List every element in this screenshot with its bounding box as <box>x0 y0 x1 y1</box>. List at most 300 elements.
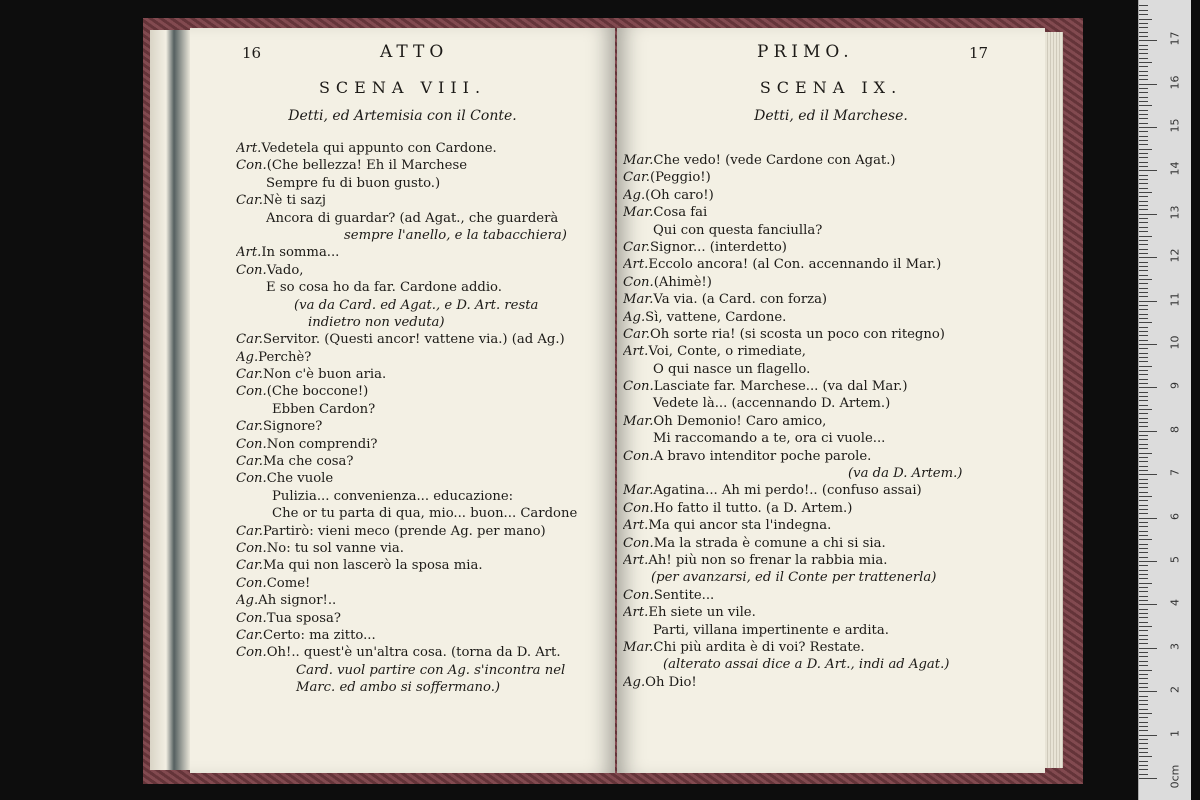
ruler-tick <box>1139 309 1148 310</box>
dialogue-line <box>623 169 1045 186</box>
ruler-tick <box>1139 201 1148 202</box>
ruler-tick <box>1139 136 1148 137</box>
speaker-label: Car. <box>236 419 263 435</box>
line-text: Sentite... <box>653 587 715 603</box>
ruler-tick <box>1139 752 1148 753</box>
ruler-tick <box>1139 392 1148 393</box>
line-text: Oh Demonio! Caro amico, <box>653 413 827 429</box>
ruler-tick <box>1139 101 1148 102</box>
speaker-label: Car. <box>236 627 263 643</box>
line-text: Signore? <box>263 419 323 435</box>
ruler-tick <box>1139 704 1148 705</box>
dialogue-line <box>236 644 615 661</box>
ruler-tick <box>1139 179 1148 180</box>
dialogue-line <box>623 674 1045 691</box>
speaker-label: Car. <box>236 523 263 539</box>
line-text: Tua sposa? <box>266 610 341 626</box>
speaker-label: Art. <box>236 245 262 261</box>
measuring-ruler <box>1138 0 1191 800</box>
ruler-tick <box>1139 535 1148 536</box>
ruler-tick <box>1139 539 1152 540</box>
dialogue-line <box>236 557 615 574</box>
speaker-label: Ag. <box>236 593 259 609</box>
line-text: O qui nasce un flagello. <box>653 361 811 377</box>
dialogue-line <box>236 540 615 557</box>
line-text: (Che boccone!) <box>266 384 369 400</box>
dialogue-line <box>236 366 615 383</box>
ruler-tick <box>1139 19 1152 20</box>
ruler-tick <box>1139 49 1148 50</box>
ruler-tick <box>1139 426 1148 427</box>
ruler-tick <box>1139 296 1148 297</box>
ruler-tick <box>1139 439 1148 440</box>
ruler-tick <box>1139 587 1148 588</box>
speaker-label: Con. <box>623 535 654 551</box>
ruler-tick <box>1139 257 1157 258</box>
ruler-tick <box>1139 192 1152 193</box>
ruler-tick <box>1139 209 1148 210</box>
ruler-tick <box>1139 335 1148 336</box>
dialogue-line <box>623 535 1045 552</box>
dialogue-line <box>623 361 1045 378</box>
speaker-label: Con. <box>623 274 654 290</box>
ruler-tick <box>1139 370 1148 371</box>
ruler-tick <box>1139 327 1148 328</box>
speaker-label: Mar. <box>623 639 654 655</box>
dialogue-line <box>623 187 1045 204</box>
line-text: (va da D. Artem.) <box>848 466 963 482</box>
ruler-tick <box>1139 574 1148 575</box>
speaker-label: Con. <box>623 379 654 395</box>
line-text: Pulizia... convenienza... educazione: <box>272 488 514 504</box>
ruler-tick <box>1139 244 1148 245</box>
ruler-tick <box>1139 379 1148 380</box>
page-number-left: 16 <box>242 44 262 62</box>
dialogue-line <box>623 465 1045 482</box>
line-text: Che vedo! (vede Cardone con Agat.) <box>653 153 896 168</box>
dialogue-line <box>623 378 1045 395</box>
speaker-label: Car. <box>236 193 263 209</box>
ruler-tick <box>1139 730 1148 731</box>
ruler-tick <box>1139 227 1148 228</box>
speaker-label: Con. <box>236 471 267 487</box>
dialogue-line <box>236 418 615 435</box>
ruler-tick <box>1139 288 1148 289</box>
ruler-tick <box>1139 591 1148 592</box>
line-text: Ah! più non so frenar la rabbia mia. <box>648 552 888 568</box>
dialogue-line <box>623 152 1045 169</box>
ruler-tick <box>1139 457 1148 458</box>
dialogue-line <box>236 192 615 209</box>
dialogue-line <box>236 470 615 487</box>
ruler-tick <box>1139 743 1148 744</box>
ruler-tick <box>1139 270 1148 271</box>
dialogue-line <box>236 401 615 418</box>
line-text: Ma qui non lascerò la sposa mia. <box>263 558 483 574</box>
ruler-tick <box>1139 348 1148 349</box>
page-edges-left <box>150 30 190 770</box>
dialogue-line <box>623 639 1045 656</box>
ruler-tick <box>1139 735 1157 736</box>
running-head-right: PRIMO. <box>757 42 854 62</box>
ruler-tick <box>1139 700 1148 701</box>
ruler-tick <box>1139 32 1148 33</box>
ruler-tick <box>1139 756 1152 757</box>
dialogue-line <box>236 210 615 227</box>
ruler-tick <box>1139 196 1148 197</box>
ruler-tick <box>1139 5 1148 6</box>
ruler-tick <box>1139 123 1148 124</box>
dialogue-line <box>236 662 615 679</box>
ruler-tick <box>1139 557 1148 558</box>
page-edges-right <box>1045 32 1063 768</box>
ruler-tick <box>1139 27 1148 28</box>
dialogue-line <box>236 262 615 279</box>
dialogue-line <box>623 482 1045 499</box>
ruler-label: 14 <box>1168 161 1182 176</box>
speaker-label: Art. <box>623 344 649 360</box>
ruler-tick <box>1139 131 1148 132</box>
line-text: Ah signor!.. <box>258 593 337 609</box>
line-text: (Che bellezza! Eh il Marchese <box>266 158 468 174</box>
line-text: Agatina... Ah mi perdo!.. (confuso assai) <box>653 483 922 499</box>
ruler-tick <box>1139 283 1148 284</box>
ruler-label: 2 <box>1168 686 1182 694</box>
dialogue-line <box>623 569 1045 586</box>
ruler-tick <box>1139 322 1152 323</box>
dialogue-line <box>623 256 1045 273</box>
ruler-tick <box>1139 62 1152 63</box>
left-page <box>190 28 615 773</box>
dialogue-line <box>236 279 615 296</box>
dialogue-line <box>236 505 615 522</box>
dialogue-line <box>623 413 1045 430</box>
ruler-tick <box>1139 617 1148 618</box>
ruler-tick <box>1139 435 1148 436</box>
line-text: Mi raccomando a te, ora ci vuole... <box>653 431 886 447</box>
ruler-tick <box>1139 526 1148 527</box>
line-text: sempre l'anello, e la tabacchiera) <box>344 227 567 243</box>
line-text: Vedete là... (accennando D. Artem.) <box>653 396 891 412</box>
running-head-left: ATTO <box>380 42 449 62</box>
ruler-tick <box>1139 683 1148 684</box>
ruler-tick <box>1139 266 1148 267</box>
line-text: Vedetela qui appunto con Cardone. <box>261 141 497 156</box>
ruler-tick <box>1139 75 1148 76</box>
ruler-tick <box>1139 292 1148 293</box>
ruler-tick <box>1139 431 1157 432</box>
ruler-label: 11 <box>1168 292 1182 307</box>
speaker-label: Mar. <box>623 292 654 308</box>
speaker-label: Con. <box>623 500 654 516</box>
dialogue-line <box>236 592 615 609</box>
line-text: Card. vuol partire con Ag. s'incontra nel <box>296 662 566 678</box>
ruler-tick <box>1139 162 1148 163</box>
speaker-label: Con. <box>236 436 267 452</box>
line-text: Che vuole <box>266 471 334 487</box>
ruler-tick <box>1139 214 1157 215</box>
dialogue-line <box>236 227 615 244</box>
dialogue-line <box>623 395 1045 412</box>
ruler-label: 6 <box>1168 512 1182 520</box>
ruler-tick <box>1139 40 1157 41</box>
ruler-tick <box>1139 218 1148 219</box>
dialogue-line <box>236 627 615 644</box>
ruler-tick <box>1139 175 1148 176</box>
ruler-tick <box>1139 687 1148 688</box>
ruler-tick <box>1139 713 1152 714</box>
ruler-tick <box>1139 97 1148 98</box>
speaker-label: Car. <box>236 367 263 383</box>
line-text: Signor... (interdetto) <box>650 239 787 255</box>
ruler-tick <box>1139 301 1157 302</box>
line-text: (Peggio!) <box>650 170 711 186</box>
ruler-label: 3 <box>1168 642 1182 650</box>
ruler-tick <box>1139 413 1148 414</box>
ruler-tick <box>1139 149 1152 150</box>
speaker-label: Ag. <box>623 674 646 690</box>
ruler-tick <box>1139 140 1148 141</box>
speaker-label: Ag. <box>236 349 259 365</box>
text-block-right <box>623 152 1045 691</box>
ruler-tick <box>1139 709 1148 710</box>
ruler-tick <box>1139 500 1148 501</box>
ruler-tick <box>1139 58 1148 59</box>
line-text: (per avanzarsi, ed il Conte per trattenerla) <box>651 570 937 586</box>
ruler-tick <box>1139 652 1148 653</box>
speaker-label: Art. <box>623 257 649 273</box>
ruler-label: 17 <box>1168 31 1182 46</box>
ruler-tick <box>1139 361 1148 362</box>
ruler-tick <box>1139 53 1148 54</box>
text-block-left <box>236 140 615 697</box>
speaker-label: Mar. <box>623 153 654 168</box>
line-text: In somma... <box>261 245 340 261</box>
dialogue-line <box>623 343 1045 360</box>
ruler-tick <box>1139 45 1148 46</box>
dialogue-line <box>236 488 615 505</box>
dialogue-line <box>236 523 615 540</box>
ruler-tick <box>1139 487 1148 488</box>
ruler-tick <box>1139 448 1148 449</box>
ruler-tick <box>1139 492 1148 493</box>
ruler-tick <box>1139 561 1157 562</box>
ruler-tick <box>1139 604 1157 605</box>
ruler-tick <box>1139 383 1148 384</box>
speaker-label: Con. <box>236 575 267 591</box>
line-text: Va via. (a Card. con forza) <box>653 292 828 308</box>
line-text: Servitor. (Questi ancor! vattene via.) (ad Ag.) <box>263 332 565 348</box>
ruler-label: 0cm <box>1168 764 1182 789</box>
line-text: Ancora di guardar? (ad Agat., che guarderà <box>266 210 559 226</box>
ruler-tick <box>1139 639 1148 640</box>
speaker-label: Car. <box>236 454 263 470</box>
ruler-tick <box>1139 648 1157 649</box>
line-text: Marc. ed ambo si soffermano.) <box>296 680 501 696</box>
ruler-tick <box>1139 405 1148 406</box>
dramatis-right: Detti, ed il Marchese. <box>754 108 908 124</box>
ruler-tick <box>1139 374 1148 375</box>
dialogue-line <box>236 157 615 174</box>
ruler-tick <box>1139 769 1148 770</box>
ruler-tick <box>1139 305 1148 306</box>
ruler-label: 7 <box>1168 469 1182 477</box>
line-text: Ebben Cardon? <box>272 401 376 417</box>
ruler-tick <box>1139 275 1148 276</box>
dialogue-line <box>236 349 615 366</box>
ruler-tick <box>1139 366 1152 367</box>
speaker-label: Art. <box>623 518 649 534</box>
ruler-label: 16 <box>1168 75 1182 90</box>
line-text: Cosa fai <box>653 205 708 221</box>
ruler-tick <box>1139 466 1148 467</box>
line-text: Ma la strada è comune a chi si sia. <box>653 535 886 551</box>
dialogue-line <box>623 587 1045 604</box>
line-text: Non c'è buon aria. <box>263 367 387 383</box>
ruler-tick <box>1139 170 1157 171</box>
ruler-tick <box>1139 774 1148 775</box>
ruler-tick <box>1139 262 1148 263</box>
ruler-tick <box>1139 10 1148 11</box>
dialogue-line <box>236 140 615 157</box>
line-text: E so cosa ho da far. Cardone addio. <box>266 280 502 296</box>
speaker-label: Car. <box>623 170 650 186</box>
speaker-label: Mar. <box>623 413 654 429</box>
ruler-tick <box>1139 739 1148 740</box>
ruler-tick <box>1139 183 1148 184</box>
line-text: Ho fatto il tutto. (a D. Artem.) <box>653 500 853 516</box>
ruler-tick <box>1139 66 1148 67</box>
ruler-tick <box>1139 630 1148 631</box>
page-number-right: 17 <box>969 44 989 62</box>
line-text: Che or tu parta di qua, mio... buon... Cardone <box>272 506 578 522</box>
ruler-tick <box>1139 253 1148 254</box>
dialogue-line <box>236 297 615 314</box>
line-text: (Oh caro!) <box>645 187 714 203</box>
line-text: Chi più ardita è di voi? Restate. <box>653 639 865 655</box>
speaker-label: Car. <box>623 239 650 255</box>
ruler-tick <box>1139 340 1148 341</box>
ruler-tick <box>1139 418 1148 419</box>
ruler-tick <box>1139 314 1148 315</box>
ruler-tick <box>1139 670 1152 671</box>
line-text: No: tu sol vanne via. <box>266 540 404 556</box>
ruler-tick <box>1139 461 1148 462</box>
ruler-tick <box>1139 222 1148 223</box>
ruler-tick <box>1139 778 1157 779</box>
dialogue-line <box>623 604 1045 621</box>
dialogue-line <box>623 430 1045 447</box>
ruler-tick <box>1139 578 1148 579</box>
line-text: Eccolo ancora! (al Con. accennando il Mar.) <box>648 257 942 273</box>
ruler-tick <box>1139 726 1148 727</box>
ruler-tick <box>1139 565 1148 566</box>
ruler-tick <box>1139 552 1148 553</box>
line-text: Ma qui ancor sta l'indegna. <box>648 518 832 534</box>
ruler-tick <box>1139 188 1148 189</box>
ruler-label: 15 <box>1168 118 1182 133</box>
dialogue-line <box>623 204 1045 221</box>
ruler-tick <box>1139 609 1148 610</box>
dramatis-left: Detti, ed Artemisia con il Conte. <box>288 108 517 124</box>
ruler-tick <box>1139 496 1152 497</box>
ruler-tick <box>1139 444 1148 445</box>
ruler-label: 8 <box>1168 425 1182 433</box>
ruler-tick <box>1139 79 1148 80</box>
ruler-tick <box>1139 36 1148 37</box>
speaker-label: Con. <box>236 645 267 661</box>
ruler-tick <box>1139 110 1148 111</box>
speaker-label: Car. <box>236 332 263 348</box>
ruler-tick <box>1139 643 1148 644</box>
ruler-tick <box>1139 596 1148 597</box>
ruler-tick <box>1139 144 1148 145</box>
ruler-tick <box>1139 318 1148 319</box>
dialogue-line <box>623 222 1045 239</box>
ruler-tick <box>1139 357 1148 358</box>
ruler-tick <box>1139 513 1148 514</box>
ruler-tick <box>1139 544 1148 545</box>
dialogue-line <box>236 331 615 348</box>
ruler-tick <box>1139 674 1148 675</box>
line-text: Oh!.. quest'è un'altra cosa. (torna da D. Art. <box>266 645 561 661</box>
speaker-label: Car. <box>623 326 650 342</box>
dialogue-line <box>236 610 615 627</box>
ruler-tick <box>1139 105 1152 106</box>
line-text: Non comprendi? <box>266 436 378 452</box>
dialogue-line <box>623 309 1045 326</box>
dialogue-line <box>236 314 615 331</box>
line-text: Come! <box>266 575 311 591</box>
ruler-tick <box>1139 453 1152 454</box>
ruler-tick <box>1139 470 1148 471</box>
ruler-label: 13 <box>1168 205 1182 220</box>
ruler-tick <box>1139 387 1157 388</box>
ruler-tick <box>1139 548 1148 549</box>
dialogue-line <box>623 622 1045 639</box>
ruler-tick <box>1139 88 1148 89</box>
speaker-label: Con. <box>236 610 267 626</box>
ruler-label: 1 <box>1168 729 1182 737</box>
speaker-label: Mar. <box>623 205 654 221</box>
speaker-label: Ag. <box>623 187 646 203</box>
ruler-tick <box>1139 761 1148 762</box>
ruler-tick <box>1139 127 1157 128</box>
ruler-tick <box>1139 231 1148 232</box>
ruler-tick <box>1139 483 1148 484</box>
dialogue-line <box>236 436 615 453</box>
scene-title-right: SCENA IX. <box>759 78 903 97</box>
ruler-tick <box>1139 665 1148 666</box>
ruler-tick <box>1139 505 1148 506</box>
ruler-label: 10 <box>1168 335 1182 350</box>
line-text: (va da Card. ed Agat., e D. Art. resta <box>294 297 539 313</box>
ruler-tick <box>1139 661 1148 662</box>
line-text: Qui con questa fanciulla? <box>653 222 823 238</box>
ruler-tick <box>1139 344 1157 345</box>
speaker-label: Art. <box>623 552 649 568</box>
ruler-tick <box>1139 678 1148 679</box>
ruler-tick <box>1139 92 1148 93</box>
ruler-tick <box>1139 748 1148 749</box>
ruler-tick <box>1139 331 1148 332</box>
line-text: (alterato assai dice a D. Art., indi ad Agat.) <box>663 657 950 673</box>
line-text: (Ahimè!) <box>653 274 712 290</box>
line-text: Vado, <box>266 262 304 278</box>
ruler-tick <box>1139 531 1148 532</box>
ruler-tick <box>1139 600 1148 601</box>
dialogue-line <box>236 679 615 696</box>
